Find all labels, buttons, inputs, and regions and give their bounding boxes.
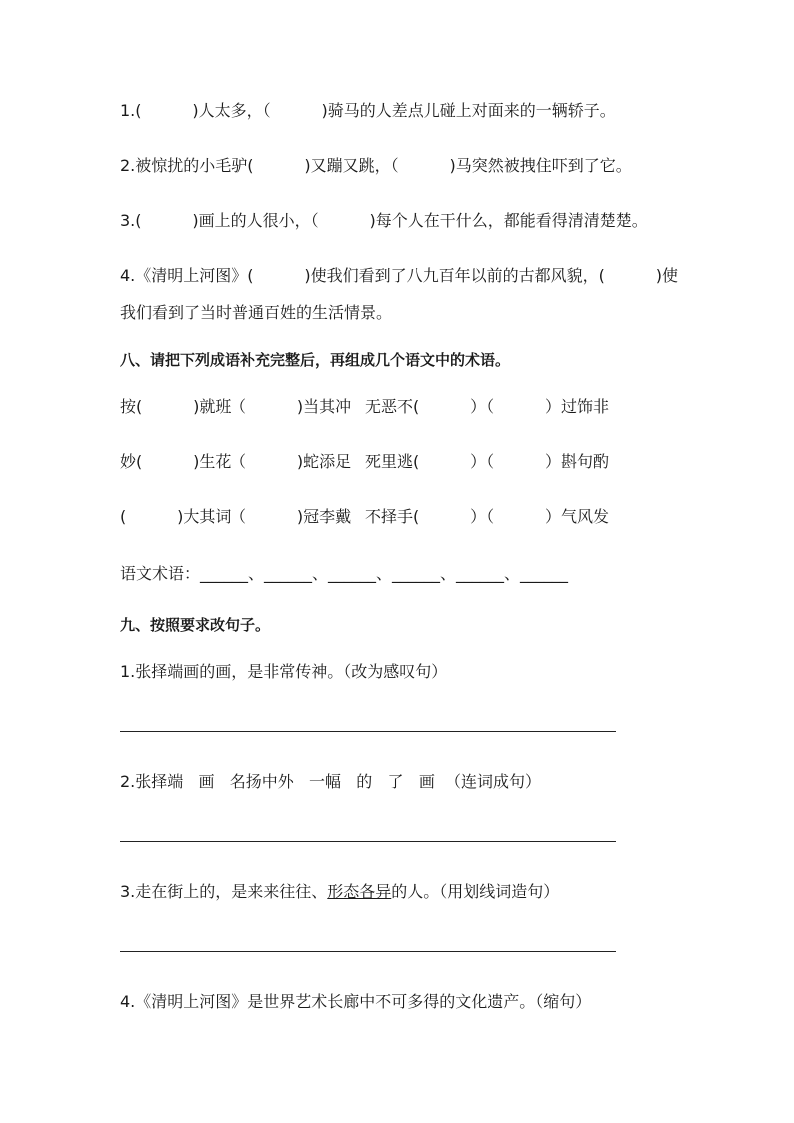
q3-underlined-word: 形态各异 [327, 882, 392, 901]
section7-line-3: 3.( )画上的人很小，（ )每个人在干什么，都能看得清清楚楚。 [120, 211, 648, 230]
idiom-cell: 无恶不( ）（ ）过饰非 [365, 397, 609, 416]
answer-line-3[interactable] [120, 951, 616, 952]
q3-text-after: 的人。（用划线词造句） [391, 882, 560, 901]
question-1: 1.张择端画的画，是非常传神。（改为感叹句） [120, 662, 448, 681]
section9-heading: 九、按照要求改句子。 [120, 616, 271, 634]
section7-line-4: 4.《清明上河图》( )使我们看到了八九百年以前的古都风貌，( )使 [120, 266, 678, 285]
question-4: 4.《清明上河图》是世界艺术长廊中不可多得的文化遗产。（缩句） [120, 992, 592, 1011]
idiom-cell: ( )大其词 [120, 507, 232, 526]
idiom-cell: （ )蛇添足 [230, 452, 352, 471]
idiom-cell: 死里逃( ）（ ）斟句酌 [365, 452, 609, 471]
section7-line-5: 我们看到了当时普通百姓的生活情景。 [120, 303, 393, 322]
idiom-cell: （ )冠李戴 [230, 507, 352, 526]
section7-line-2: 2.被惊扰的小毛驴( )又蹦又跳，（ )马突然被拽住吓到了它。 [120, 156, 632, 175]
section8-heading: 八、请把下列成语补充完整后，再组成几个语文中的术语。 [120, 351, 511, 369]
question-2: 2.张择端 画 名扬中外 一幅 的 了 画 （连词成句） [120, 772, 541, 791]
idiom-cell: 按( )就班 [120, 397, 232, 416]
terms-line: 语文术语：______、______、______、______、______、______ [120, 564, 569, 583]
q3-text-before: 3.走在街上的，是来来往往、 [120, 882, 328, 901]
idiom-cell: （ )当其冲 [230, 397, 352, 416]
idiom-cell: 不择手( ）（ ）气风发 [365, 507, 609, 526]
idiom-cell: 妙( )生花 [120, 452, 232, 471]
answer-line-1[interactable] [120, 731, 616, 732]
section7-line-1: 1.( )人太多，（ )骑马的人差点儿碰上对面来的一辆轿子。 [120, 101, 616, 120]
answer-line-2[interactable] [120, 841, 616, 842]
question-3 [120, 881, 559, 903]
